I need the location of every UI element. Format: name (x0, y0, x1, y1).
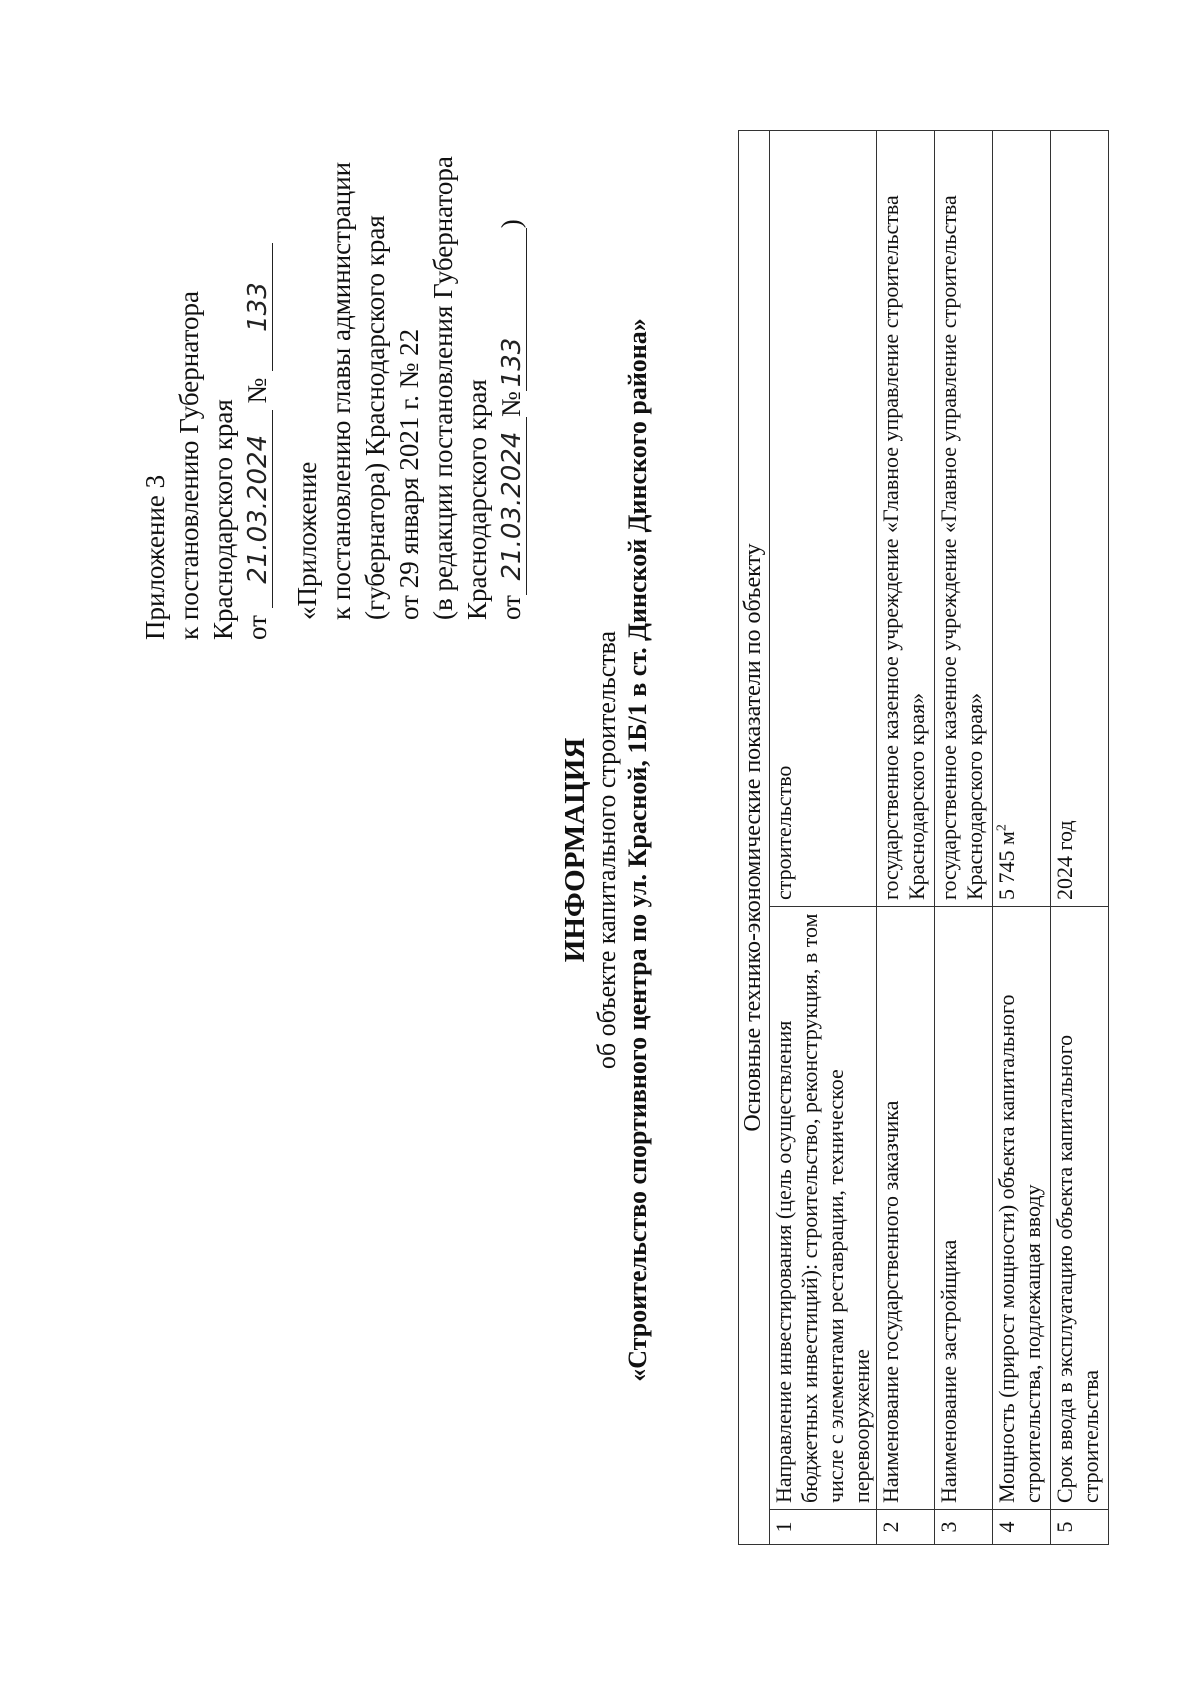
from-prefix: от (496, 595, 526, 620)
row-number: 2 (877, 1510, 935, 1545)
row-label: Наименование государственного заказчика (877, 907, 935, 1510)
document-subtitle: об объекте капитального строительства (592, 630, 621, 1070)
document-page (0, 80, 1200, 1620)
row-label: Срок ввода в эксплуатацию объекта капитального строительства (1051, 907, 1109, 1510)
amendment-line: (губернатора) Краснодарского края (360, 215, 390, 620)
object-name: «Строительство спортивного центра по ул. Красной, 1Б/1 в ст. Динской Динского района» (623, 318, 652, 1382)
approval-line: к постановлению Губернатора (174, 291, 204, 640)
approval-line: Краснодарского края (208, 399, 238, 640)
row-label: Направление инвестирования (цель осуществления бюджетных инвестиций): строительство, реконструкция, в том числе с элементами реставрации, техническое перевооружение (770, 907, 877, 1510)
approval-date-line (240, 243, 274, 640)
table-header: Основные технико-экономические показатели по объекту (739, 131, 770, 1545)
number-mark: № (242, 377, 272, 404)
handwritten-date: 21.03.2024 (498, 417, 527, 595)
amendment-line: (в редакции постановления Губернатора (428, 156, 458, 620)
table-row (877, 131, 935, 1545)
row-number: 5 (1051, 1510, 1109, 1545)
row-label: Наименование застройщика (935, 907, 993, 1510)
row-value: 2024 год (1051, 131, 1109, 907)
amendment-line: Краснодарского края (462, 379, 492, 620)
number-mark: № (496, 391, 526, 418)
capacity-value: 5 745 м (994, 831, 1019, 900)
row-number: 3 (935, 1510, 993, 1545)
amendment-line: к постановлению главы администрации (326, 161, 356, 620)
amendment-date-line (494, 156, 528, 620)
table-row (1051, 131, 1109, 1545)
amendment-line: «Приложение (292, 461, 322, 620)
title-block (560, 80, 653, 1620)
table-header-row (739, 131, 770, 1545)
row-value: строительство (770, 131, 877, 907)
unit-superscript: 2 (994, 824, 1010, 832)
handwritten-number: 133 (498, 228, 527, 391)
indicators-table (738, 130, 1109, 1545)
closing-paren: ) (496, 219, 526, 229)
table-row (935, 131, 993, 1545)
approval-stamp (138, 243, 274, 640)
table-row (770, 131, 877, 1545)
row-number: 1 (770, 1510, 877, 1545)
row-value (993, 131, 1051, 907)
handwritten-date: 21.03.2024 (244, 410, 273, 608)
handwritten-number: 133 (244, 243, 273, 371)
document-title: ИНФОРМАЦИЯ (559, 737, 591, 963)
amendment-stamp (290, 156, 528, 620)
amendment-line: от 29 января 2021 г. № 22 (394, 328, 424, 620)
row-value: государственное казенное учреждение «Главное управление строительства Краснодарского края» (935, 131, 993, 907)
table-row (993, 131, 1051, 1545)
row-number: 4 (993, 1510, 1051, 1545)
row-label: Мощность (прирост мощности) объекта капитального строительства, подлежащая вводу (993, 907, 1051, 1510)
row-value: государственное казенное учреждение «Главное управление строительства Краснодарского края» (877, 131, 935, 907)
approval-line: Приложение 3 (140, 474, 170, 640)
from-prefix: от (242, 615, 272, 640)
